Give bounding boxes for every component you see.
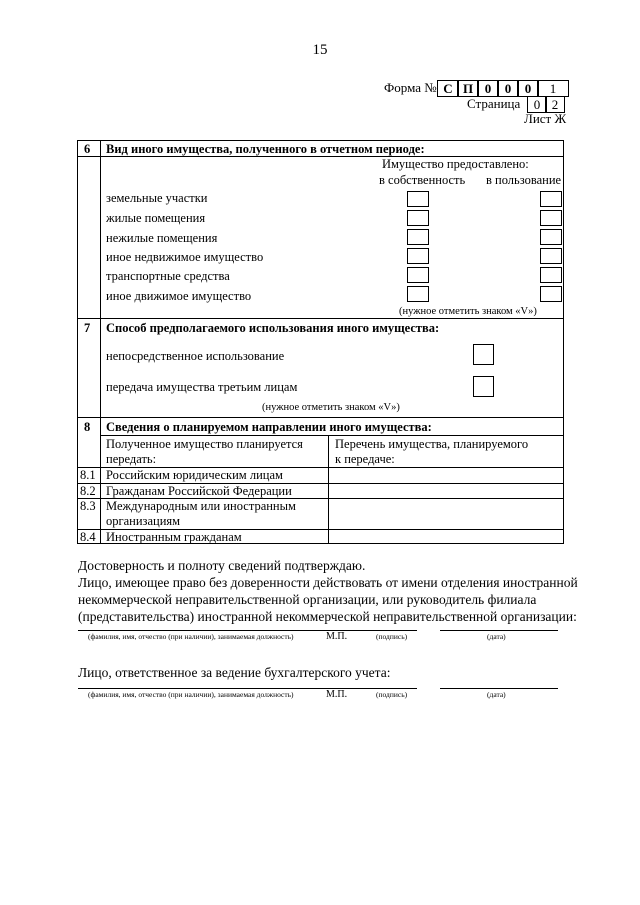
row-number: 8.3 xyxy=(80,499,96,513)
checkbox-use-direct[interactable] xyxy=(473,344,494,365)
col-left-line1: Полученное имущество планируется xyxy=(106,437,303,451)
checkbox-use-transfer[interactable] xyxy=(473,376,494,397)
use-direct: непосредственное использование xyxy=(106,349,285,363)
checkbox-use-nonresidential[interactable] xyxy=(540,229,562,245)
checkbox-own-other-movable[interactable] xyxy=(407,286,429,302)
section7-note: (нужное отметить знаком «V») xyxy=(262,402,400,413)
checkbox-use-vehicles[interactable] xyxy=(540,267,562,283)
section7-top-line xyxy=(77,318,564,319)
confirmation-line3: некоммерческой неправительственной организации, или руководитель филиала xyxy=(78,592,537,607)
checkbox-own-other-realty[interactable] xyxy=(407,248,429,264)
signature-line-date xyxy=(440,688,558,689)
item-land: земельные участки xyxy=(106,191,208,205)
stamp-mark: М.П. xyxy=(326,689,348,700)
row-number: 8.2 xyxy=(80,484,96,498)
form-label: Форма № xyxy=(384,80,437,95)
page-label: Страница xyxy=(467,96,521,111)
signature-caption: (подпись) xyxy=(376,690,408,699)
column-use: в пользование xyxy=(486,173,562,187)
item-other-movable: иное движимое имущество xyxy=(106,289,252,303)
confirmation-line4: (представительства) иностранной некоммерческой неправительственной организации: xyxy=(78,609,577,624)
col-right-line2: к передаче: xyxy=(335,452,395,466)
confirmation-line1: Достоверность и полноту сведений подтверждаю. xyxy=(78,558,366,573)
checkbox-use-other-movable[interactable] xyxy=(540,286,562,302)
form-code-char: С xyxy=(437,80,459,97)
name-caption: (фамилия, имя, отчество (при наличии), занимаемая должность) xyxy=(88,690,294,699)
form-code-char: 0 xyxy=(517,80,539,97)
row-number: 8.4 xyxy=(80,530,96,544)
checkbox-own-residential[interactable] xyxy=(407,210,429,226)
section8-column-divider xyxy=(328,435,329,544)
item-vehicles: транспортные средства xyxy=(106,269,230,283)
section8-number: 8 xyxy=(84,420,91,434)
checkbox-own-vehicles[interactable] xyxy=(407,267,429,283)
checkbox-use-land[interactable] xyxy=(540,191,562,207)
accountant-title: Лицо, ответственное за ведение бухгалтерского учета: xyxy=(78,665,391,680)
signature-caption: (подпись) xyxy=(376,632,408,641)
row-number: 8.1 xyxy=(80,468,96,482)
date-caption: (дата) xyxy=(487,632,506,641)
item-residential: жилые помещения xyxy=(106,211,206,225)
section6-number: 6 xyxy=(84,142,91,156)
form-code-char: 1 xyxy=(537,80,569,97)
name-caption: (фамилия, имя, отчество (при наличии), занимаемая должность) xyxy=(88,632,294,641)
signature-line-date xyxy=(440,630,558,631)
row-label: Международным или иностранным xyxy=(106,499,296,513)
checkbox-use-other-realty[interactable] xyxy=(540,248,562,264)
row-label-cont: организациям xyxy=(106,514,181,528)
section7-number: 7 xyxy=(84,321,91,335)
provided-header: Имущество предоставлено: xyxy=(382,157,529,171)
sheet-label: Лист Ж xyxy=(524,111,567,126)
use-transfer: передача имущества третьим лицам xyxy=(106,380,298,394)
page-code-char: 2 xyxy=(545,96,565,113)
row-label: Гражданам Российской Федерации xyxy=(106,484,292,498)
column-own: в собственность xyxy=(379,173,466,187)
checkbox-use-residential[interactable] xyxy=(540,210,562,226)
signature-line-name xyxy=(78,630,417,631)
confirmation-line2: Лицо, имеющее право без доверенности действовать от имени отделения иностранной xyxy=(78,575,578,590)
form-code-char: П xyxy=(457,80,479,97)
row-label: Российским юридическим лицам xyxy=(106,468,283,482)
item-other-realty: иное недвижимое имущество xyxy=(106,250,264,264)
row-label: Иностранным гражданам xyxy=(106,530,242,544)
section8-top-line xyxy=(77,417,564,418)
section6-title: Вид иного имущества, полученного в отчетном периоде: xyxy=(106,142,425,156)
page-code-char: 0 xyxy=(527,96,547,113)
form-code-char: 0 xyxy=(497,80,519,97)
col-right-line1: Перечень имущества, планируемого xyxy=(335,437,529,451)
page-number: 15 xyxy=(312,42,328,58)
section7-title: Способ предполагаемого использования иного имущества: xyxy=(106,321,440,335)
col-left-line2: передать: xyxy=(106,452,157,466)
signature-line-name xyxy=(78,688,417,689)
section8-header-line xyxy=(100,435,564,436)
form-code-char: 0 xyxy=(477,80,499,97)
stamp-mark: М.П. xyxy=(326,631,348,642)
section6-note: (нужное отметить знаком «V») xyxy=(399,306,537,317)
checkbox-own-land[interactable] xyxy=(407,191,429,207)
item-nonresidential: нежилые помещения xyxy=(106,231,218,245)
checkbox-own-nonresidential[interactable] xyxy=(407,229,429,245)
section8-title: Сведения о планируемом направлении иного имущества: xyxy=(106,420,432,434)
date-caption: (дата) xyxy=(487,690,506,699)
